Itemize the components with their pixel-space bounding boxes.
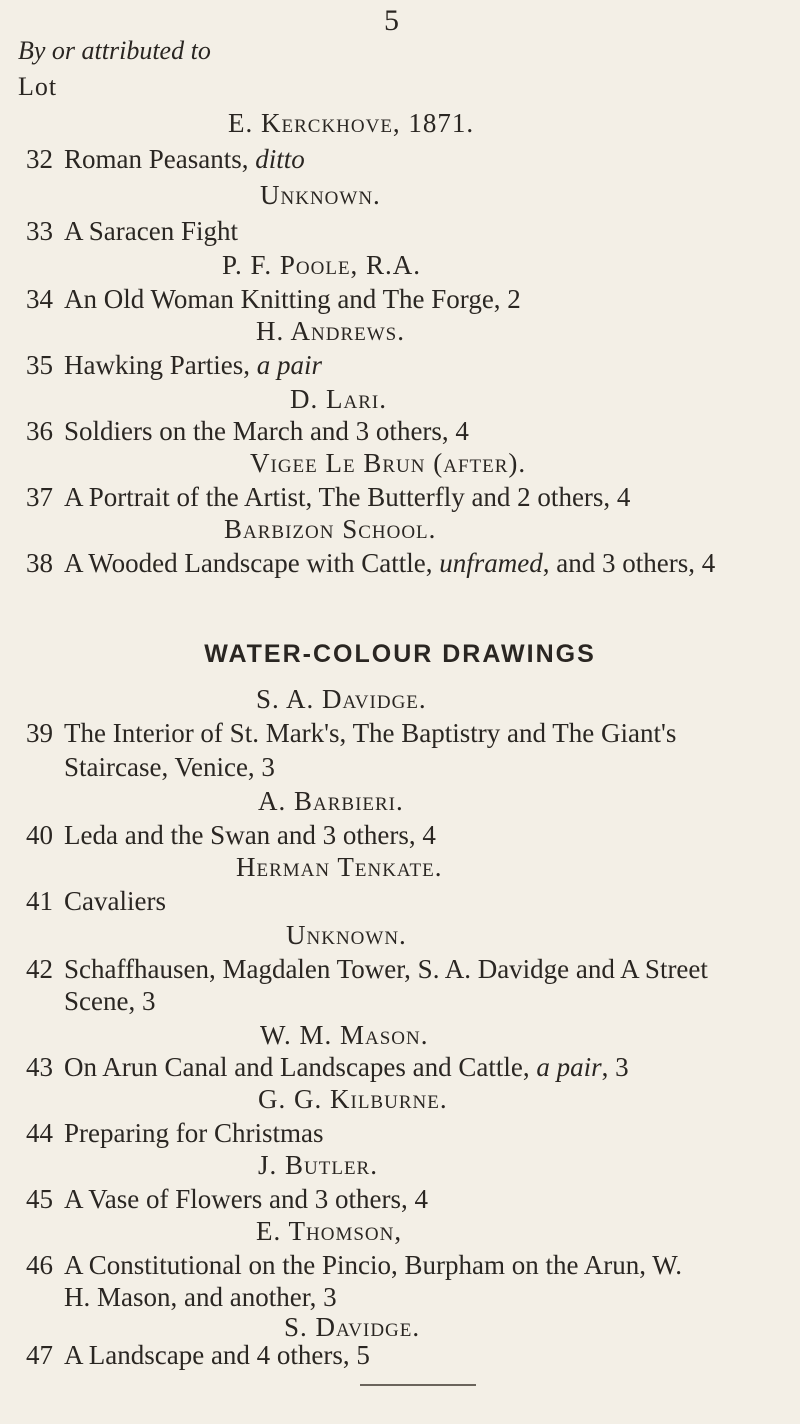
lot-number: 36 — [26, 416, 53, 446]
artist-name: Barbizon School. — [224, 514, 437, 544]
lot-title-continued: H. Mason, and another, 3 — [64, 1282, 337, 1312]
lot-title: Hawking Parties, a pair — [64, 350, 322, 380]
end-rule — [360, 1384, 476, 1386]
lot-title: A Vase of Flowers and 3 others, 4 — [64, 1184, 428, 1214]
artist-name: Unknown. — [260, 180, 381, 210]
artist-name: D. Lari. — [290, 384, 387, 414]
artist-name: E. Kerckhove, 1871. — [228, 108, 475, 138]
artist-name: S. Davidge. — [284, 1312, 421, 1342]
artist-name: P. F. Poole, R.A. — [222, 250, 422, 280]
lot-number: 41 — [26, 886, 53, 916]
lot-number: 35 — [26, 350, 53, 380]
lot-title: A Wooded Landscape with Cattle, unframed, and 3 others, 4 — [64, 548, 716, 578]
lot-number: 42 — [26, 954, 53, 984]
artist-name: G. G. Kilburne. — [258, 1084, 448, 1114]
lot-title: Preparing for Christmas — [64, 1118, 324, 1148]
lot-number: 32 — [26, 144, 53, 174]
lot-title: A Portrait of the Artist, The Butterfly and 2 others, 4 — [64, 482, 631, 512]
lot-number: 46 — [26, 1250, 53, 1280]
lot-title-continued: Staircase, Venice, 3 — [64, 752, 275, 782]
lot-title: A Landscape and 4 others, 5 — [64, 1340, 370, 1370]
lot-title: Soldiers on the March and 3 others, 4 — [64, 416, 469, 446]
lot-title: Leda and the Swan and 3 others, 4 — [64, 820, 436, 850]
page-number: 5 — [384, 4, 400, 37]
lot-number: 38 — [26, 548, 53, 578]
artist-name: S. A. Davidge. — [256, 684, 427, 714]
lot-title: The Interior of St. Mark's, The Baptistry and The Giant's — [64, 718, 677, 748]
lot-title: An Old Woman Knitting and The Forge, 2 — [64, 284, 521, 314]
lot-number: 37 — [26, 482, 53, 512]
artist-name: H. Andrews. — [256, 316, 405, 346]
lot-title: Roman Peasants, ditto — [64, 144, 305, 174]
page-heading: By or attributed to — [18, 36, 211, 65]
lot-number: 45 — [26, 1184, 53, 1214]
artist-name: W. M. Mason. — [260, 1020, 429, 1050]
lot-number: 43 — [26, 1052, 53, 1082]
lot-title: A Constitutional on the Pincio, Burpham on the Arun, W. — [64, 1250, 682, 1280]
lot-title: On Arun Canal and Landscapes and Cattle, a pair, 3 — [64, 1052, 629, 1082]
lot-number: 47 — [26, 1340, 53, 1370]
artist-name: Vigee Le Brun (after). — [250, 448, 527, 478]
artist-name: E. Thomson, — [256, 1216, 403, 1246]
lot-number: 44 — [26, 1118, 53, 1148]
artist-name: Herman Tenkate. — [236, 852, 443, 882]
lot-title-continued: Scene, 3 — [64, 986, 156, 1016]
lot-title: A Saracen Fight — [64, 216, 238, 246]
lot-column-label: Lot — [18, 72, 58, 101]
artist-name: Unknown. — [286, 920, 407, 950]
lot-title: Schaffhausen, Magdalen Tower, S. A. Davidge and A Street — [64, 954, 708, 984]
lot-number: 39 — [26, 718, 53, 748]
lot-number: 33 — [26, 216, 53, 246]
artist-name: J. Butler. — [258, 1150, 378, 1180]
lot-title: Cavaliers — [64, 886, 166, 916]
lot-number: 34 — [26, 284, 53, 314]
artist-name: A. Barbieri. — [258, 786, 404, 816]
section-heading: WATER-COLOUR DRAWINGS — [204, 640, 596, 668]
lot-number: 40 — [26, 820, 53, 850]
